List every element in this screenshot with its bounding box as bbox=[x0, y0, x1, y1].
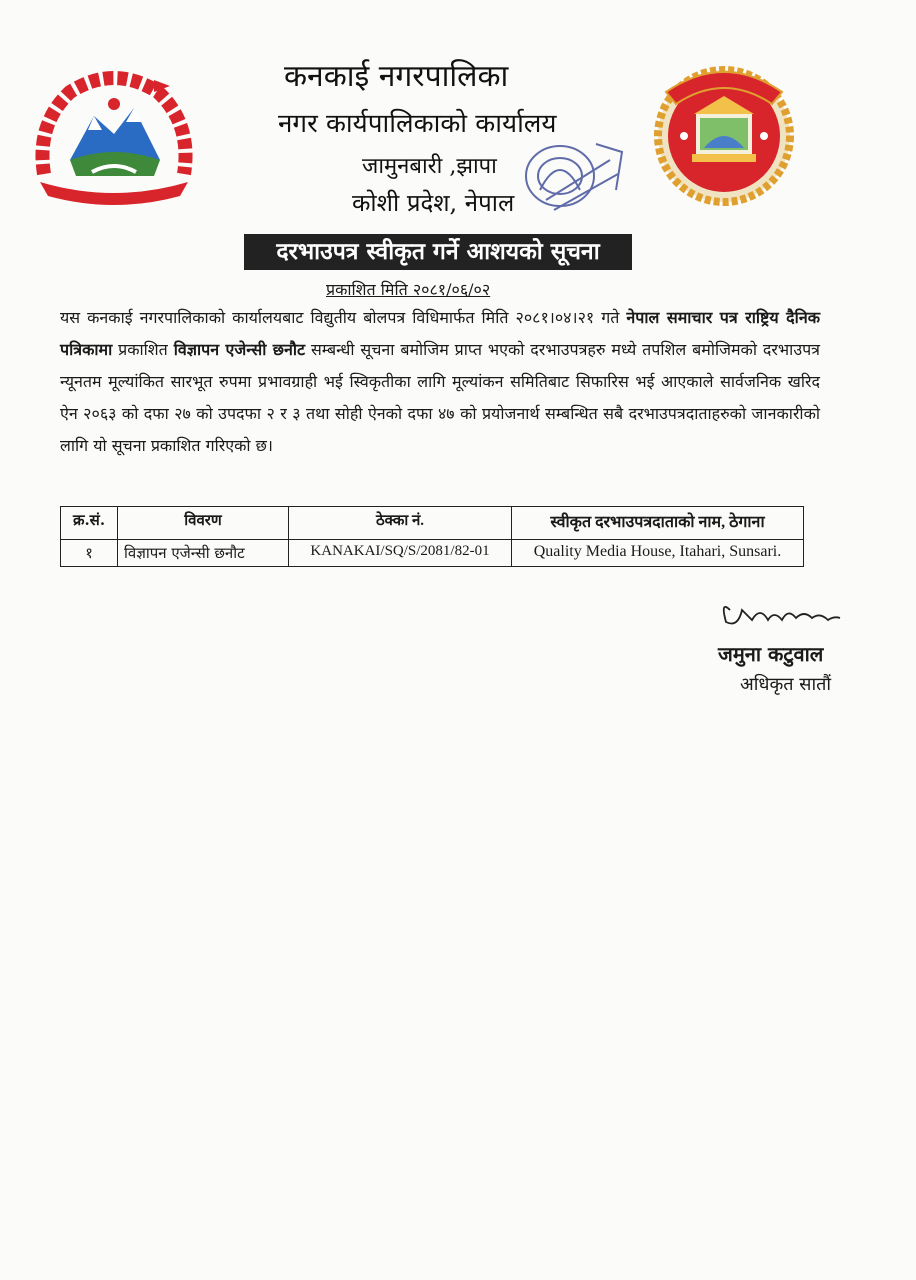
notice-body bbox=[60, 302, 820, 462]
table-row bbox=[61, 540, 804, 567]
official-stamp-icon bbox=[500, 130, 630, 226]
body-text-part: प्रकाशित bbox=[112, 340, 174, 359]
published-date: प्रकाशित मिति २०८१/०६/०२ bbox=[326, 280, 491, 299]
signatory-name: जमुना कटुवाल bbox=[718, 642, 824, 666]
municipality-logo-icon bbox=[648, 54, 800, 212]
cell-contract-number: KANAKAI/SQ/S/2081/82-01 bbox=[289, 540, 512, 567]
table-header-row bbox=[61, 507, 804, 540]
body-newspaper-name: नेपाल समाचार पत्र राष्ट्रिय दैनिक पत्रिकामा bbox=[60, 308, 820, 359]
body-text-part: सम्बन्धी सूचना बमोजिम प्राप्त भएको दरभाउपत्रहरु मध्ये तपशिल बमोजिमको दरभाउपत्र न्यूनतम मूल्यांकित सारभूत रुपमा प्रभावग्राही भई स्विकृतीका लागि मूल्यांकन समितिबाट सिफारिस भई आएकाले सार्वजनिक खरिद ऐन २०६३ को दफा २७ को उपदफा २ र ३ तथा सोही ऐनको दफा ४७ को प्रयोजनार्थ सम्बन्धित सबै दरभाउपत्रदाताहरुको जानकारीको लागि यो सूचना प्रकाशित गरिएको छ। bbox=[60, 340, 821, 455]
column-header-description: विवरण bbox=[118, 507, 289, 540]
municipality-name: कनकाई नगरपालिका bbox=[284, 59, 509, 94]
column-header-bidder: स्वीकृत दरभाउपत्रदाताको नाम, ठेगाना bbox=[512, 507, 804, 540]
column-header-serial: क्र.सं. bbox=[61, 507, 118, 540]
nepal-coat-of-arms-icon bbox=[30, 64, 198, 214]
cell-bidder: Quality Media House, Itahari, Sunsari. bbox=[512, 540, 804, 567]
column-header-contract-number: ठेक्का नं. bbox=[289, 507, 512, 540]
office-name: नगर कार्यपालिकाको कार्यालय bbox=[278, 109, 557, 139]
body-tender-subject: विज्ञापन एजेन्सी छनौट bbox=[173, 340, 306, 359]
cell-description: विज्ञापन एजेन्सी छनौट bbox=[118, 540, 289, 567]
signature-scribble-icon bbox=[716, 596, 846, 632]
signatory-title: अधिकृत सातौं bbox=[740, 674, 832, 695]
cell-serial: १ bbox=[61, 540, 118, 567]
office-location: जामुनबारी ,झापा bbox=[362, 154, 497, 179]
tender-table bbox=[60, 506, 804, 567]
notice-title: दरभाउपत्र स्वीकृत गर्ने आशयको सूचना bbox=[244, 234, 632, 270]
office-province: कोशी प्रदेश, नेपाल bbox=[352, 189, 515, 217]
body-text-part: यस कनकाई नगरपालिकाको कार्यालयबाट विद्युतीय बोलपत्र विधिमार्फत मिति २०८१।०४।२१ गते bbox=[60, 308, 627, 327]
